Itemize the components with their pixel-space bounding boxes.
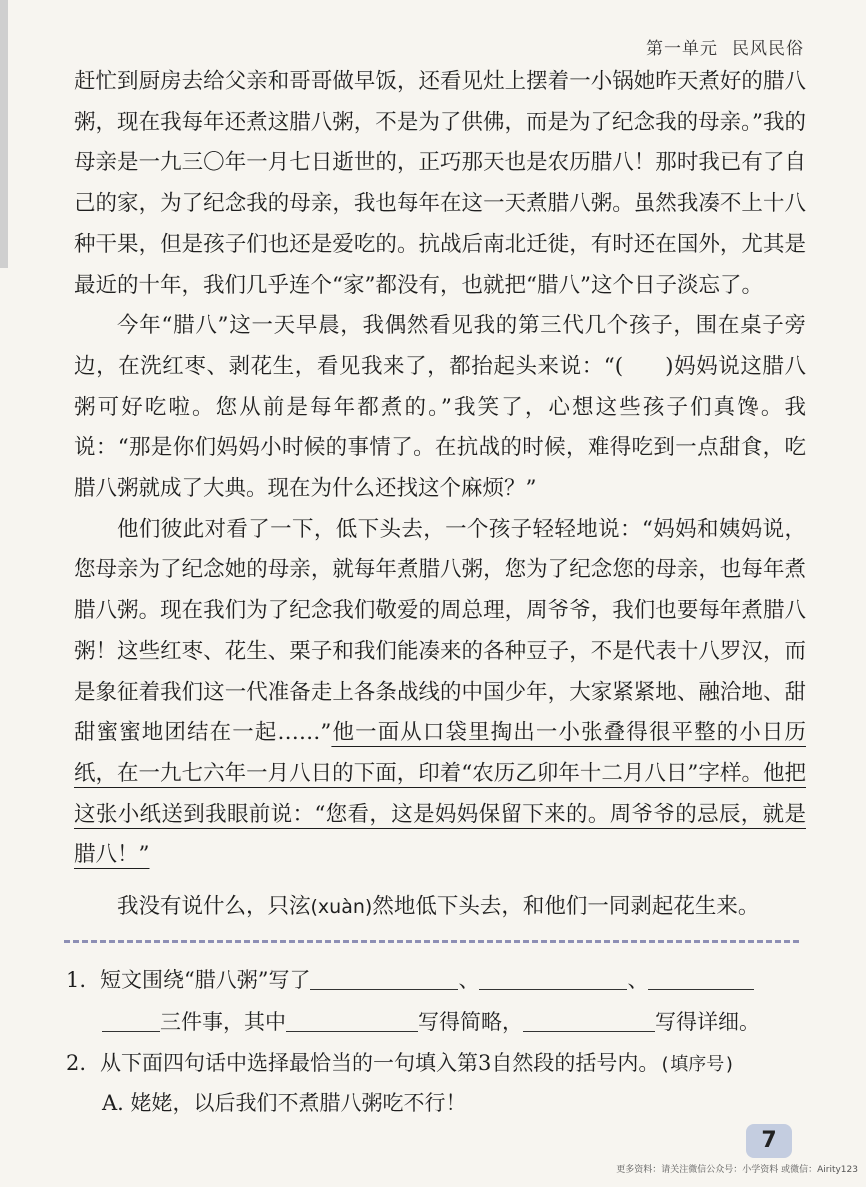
answer-blank-3-cont[interactable] bbox=[102, 1009, 160, 1032]
question-1-number: 1. bbox=[66, 968, 87, 992]
answer-blank-5[interactable] bbox=[523, 1009, 655, 1032]
answer-blank-4[interactable] bbox=[286, 1009, 418, 1032]
question-2 bbox=[66, 1043, 826, 1085]
paragraph-2-start: 今年“腊八”这一天早晨，我偶然看见我的第三代几个孩子，围在桌子旁边，在洗红枣、剥花生，看见我来了，都抬起头来说：“( bbox=[74, 313, 806, 379]
footer-note: 更多资料：请关注微信公众号：小学资料 或微信：Airity123 bbox=[616, 1165, 858, 1175]
paragraph-2 bbox=[74, 306, 806, 510]
question-2-text: 从下面四句话中选择最恰当的一句填入第3自然段的括号内。 bbox=[100, 1051, 660, 1075]
page-number-badge: 7 bbox=[746, 1124, 792, 1158]
answer-blank-3[interactable] bbox=[648, 967, 754, 990]
page-edge-shadow bbox=[0, 0, 8, 268]
answer-blank-1[interactable] bbox=[310, 967, 458, 990]
question-1-mid: 三件事，其中 bbox=[160, 1010, 286, 1034]
paragraph-1: 赶忙到厨房去给父亲和哥哥做早饭，还看见灶上摆着一小锅她昨天煮好的腊八粥，现在我每年还煮这腊八粥，不是为了供佛，而是为了纪念我的母亲。”我的母亲是一九三〇年一月七日逝世的，正巧那天也是农历腊八！那时我已有了自己的家，为了纪念我的母亲，我也每年在这一天煮腊八粥。虽然我凑不上十八种干果，但是孩子们也还是爱吃的。抗战后南北迁徙，有时还在国外，尤其是最近的十年，我们几乎连个“家”都没有，也就把“腊八”这个日子淡忘了。 bbox=[74, 69, 806, 298]
option-a: A. 姥姥，以后我们不煮腊八粥吃不行！ bbox=[102, 1091, 467, 1115]
unit-label: 第一单元 bbox=[646, 39, 718, 59]
paragraph-3-text: 他们彼此对看了一下，低下头去，一个孩子轻轻地说：“妈妈和姨妈说，您母亲为了纪念她的母亲，就每年煮腊八粥，您为了纪念您的母亲，也每年煮腊八粥。现在我们为了纪念我们敬爱的周总理，周爷爷，我们也要每年煮腊八粥！这些红枣、花生、栗子和我们能凑来的各种豆子，不是代表十八罗汉，而是象征着我们这一代准备走上各条战线的中国少年，大家紧紧地、融洽地、甜甜蜜蜜地团结在一起……” bbox=[74, 516, 806, 746]
unit-header bbox=[646, 34, 804, 59]
question-1-continued bbox=[102, 1002, 862, 1042]
reading-passage bbox=[74, 62, 806, 876]
question-1-text: 短文围绕“腊八粥”写了 bbox=[100, 968, 311, 992]
paragraph-4-start: 我没有说什么，只泫 bbox=[117, 894, 311, 919]
question-1-end: 写得详细。 bbox=[655, 1010, 760, 1034]
answer-blank-2[interactable] bbox=[479, 967, 627, 990]
separator: 、 bbox=[627, 968, 649, 992]
question-2-note: (填序号) bbox=[659, 1054, 736, 1075]
paragraph-4-end: 然地低下头去，和他们一同剥起花生来。 bbox=[372, 894, 760, 919]
question-1 bbox=[66, 960, 826, 1000]
unit-theme: 民风民俗 bbox=[732, 39, 804, 59]
question-2-number: 2. bbox=[66, 1051, 87, 1075]
question-1-mid2: 写得简略， bbox=[418, 1010, 523, 1034]
paragraph-4 bbox=[74, 887, 806, 927]
underlined-sentence: 他一面从口袋里掏出一小张叠得很平整的小日历纸，在一九七六年一月八日的下面，印着“农历乙卯年十二月八日”字样。他把这张小纸送到我眼前说：“您看，这是妈妈保留下来的。周爷爷的忌辰，就是腊八！” bbox=[74, 720, 806, 868]
pinyin-annotation: (xuàn) bbox=[310, 896, 373, 918]
section-divider bbox=[64, 940, 799, 943]
paragraph-3 bbox=[74, 510, 806, 876]
separator: 、 bbox=[458, 968, 480, 992]
paragraph-2-end: )妈妈说这腊八粥可好吃啦。您从前是每年都煮的。”我笑了，心想这些孩子们真馋。我说：“那是你们妈妈小时候的事情了。在抗战的时候，难得吃到一点甜食，吃腊八粥就成了大典。现在为什么还找这个麻烦？” bbox=[74, 353, 807, 502]
